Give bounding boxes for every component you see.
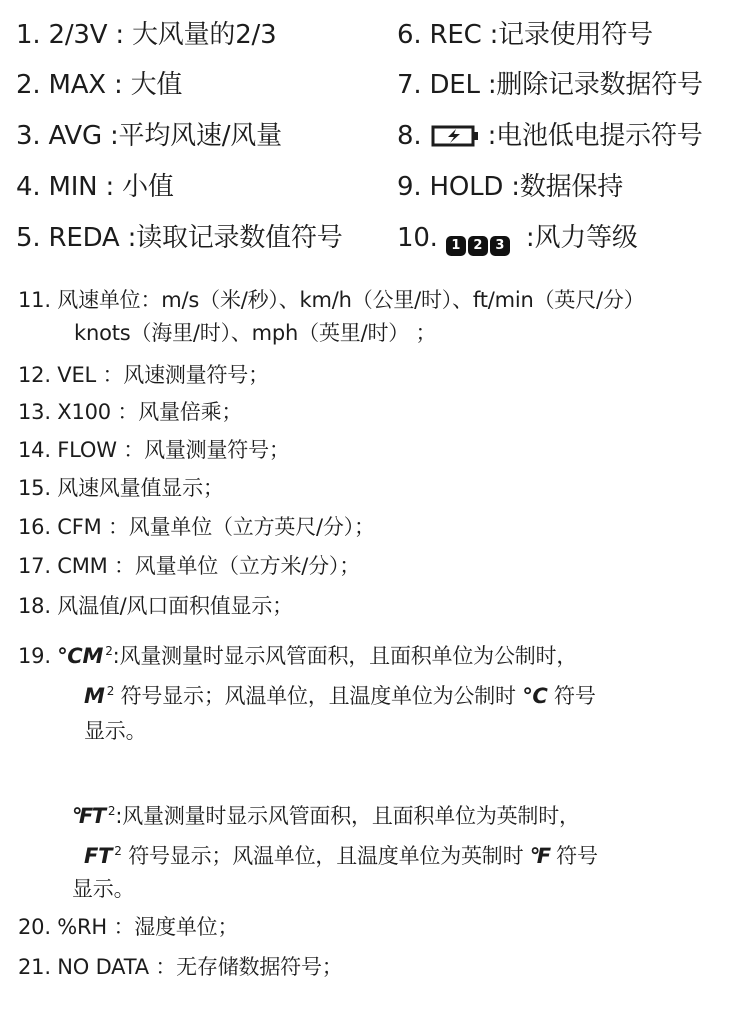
item-11-line-1: 11. 风速单位：m/s（米/秒）、km/h（公里/时）、ft/min（英尺/分） <box>18 288 645 312</box>
item-2: 2. MAX : 大值 <box>16 70 183 100</box>
metric-m-symbol: M <box>84 684 105 708</box>
imperial-ft-symbol: FT <box>84 844 113 868</box>
wind-level-2: 2 <box>468 236 488 256</box>
item-3: 3. AVG :平均风速/风量 <box>16 121 282 151</box>
item-13: 13. X100 ：风量倍乘； <box>18 400 243 424</box>
item-21: 21. NO DATA ：无存储数据符号； <box>18 955 343 979</box>
battery-low-icon <box>430 124 480 154</box>
wind-level-3: 3 <box>490 236 510 256</box>
imperial-area-superscript: 2 <box>107 804 116 818</box>
item-19-line-3: 显示。 <box>84 719 147 743</box>
item-11-line-2: knots（海里/时）、mph（英里/时） ； <box>74 321 437 345</box>
item-4: 4. MIN : 小值 <box>16 172 174 202</box>
item-18: 18. 风温值/风口面积值显示； <box>18 594 293 618</box>
imperial-desc-1: :风量测量时显示风管面积，且面积单位为英制时， <box>115 804 580 828</box>
metric-area-superscript: 2 <box>105 644 113 658</box>
item-8-text: :电池低电提示符号 <box>487 121 703 151</box>
imperial-ft-superscript: 2 <box>114 844 122 858</box>
item-8-number: 8. <box>397 121 422 151</box>
item-5: 5. REDA :读取记录数值符号 <box>16 223 343 253</box>
item-7: 7. DEL :删除记录数据符号 <box>397 70 703 100</box>
item-1: 1. 2/3V : 大风量的2/3 <box>16 20 277 50</box>
wind-level-1: 1 <box>446 236 466 256</box>
item-14: 14. FLOW ：风量测量符号； <box>18 438 290 462</box>
item-16: 16. CFM ：风量单位（立方英尺/分）； <box>18 515 375 539</box>
item-19-desc-2: 符号显示；风温单位，且温度单位为公制时 <box>114 684 516 708</box>
item-10 <box>397 223 638 256</box>
imperial-line-1 <box>72 798 580 829</box>
imperial-line-2 <box>84 838 598 869</box>
celsius-symbol: ℃ <box>522 684 548 708</box>
item-12: 12. VEL ：风速测量符号； <box>18 363 269 387</box>
item-10-text: :风力等级 <box>525 223 638 253</box>
item-19-line-1 <box>18 638 577 669</box>
item-15: 15. 风速风量值显示； <box>18 476 224 500</box>
item-19-line-2 <box>84 678 596 709</box>
item-6: 6. REC :记录使用符号 <box>397 20 653 50</box>
item-8 <box>397 121 703 154</box>
item-17: 17. CMM ：风量单位（立方米/分）； <box>18 554 361 578</box>
imperial-line-3: 显示。 <box>72 877 135 901</box>
wind-level-icon <box>446 236 510 256</box>
imperial-desc-3: 符号 <box>549 844 598 868</box>
imperial-area-symbol: ℉T <box>72 804 106 828</box>
item-20: 20. %RH ：湿度单位； <box>18 915 239 939</box>
item-10-number: 10. <box>397 223 438 253</box>
metric-area-symbol: ℃M <box>57 644 104 668</box>
fahrenheit-symbol: ℉ <box>529 844 550 868</box>
imperial-desc-2: 符号显示；风温单位，且温度单位为英制时 <box>121 844 524 868</box>
metric-m-superscript: 2 <box>106 684 115 698</box>
item-19-desc-3: 符号 <box>547 684 596 708</box>
item-19-desc-1: :风量测量时显示风管面积，且面积单位为公制时， <box>112 644 578 668</box>
item-19-number: 19. <box>18 644 51 668</box>
item-9: 9. HOLD :数据保持 <box>397 172 624 202</box>
